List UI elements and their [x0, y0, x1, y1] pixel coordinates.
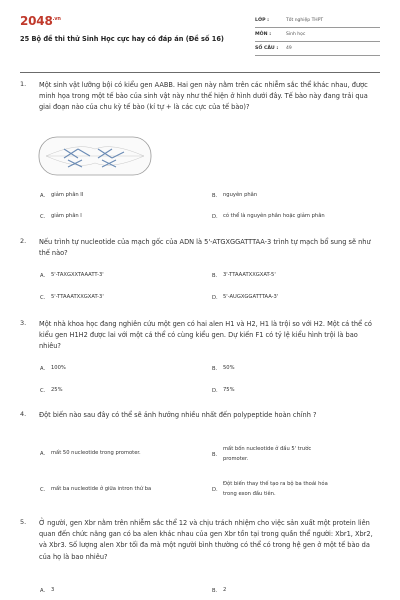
meta-value: Sinh học [286, 32, 306, 37]
option-label: D. [212, 486, 218, 493]
option-2d[interactable] [212, 293, 278, 303]
meta-label: MÔN : [255, 32, 272, 37]
meta-label: LỚP : [255, 18, 270, 23]
question-text: Đột biến nào sau đây có thể sẽ ảnh hưởng nhiều nhất đến polypeptide hoàn chỉnh ? [39, 411, 317, 419]
question-number: 5. [20, 518, 27, 526]
option-4a[interactable] [40, 449, 141, 459]
option-label: B. [212, 192, 218, 199]
header-divider [20, 72, 380, 73]
option-label: B. [212, 365, 218, 372]
option-label: D. [212, 387, 218, 394]
option-text: 5'-TTAAATXXGXAT-3' [51, 294, 104, 300]
option-4d[interactable] [212, 480, 341, 499]
option-4b[interactable] [212, 445, 333, 464]
question-3 [20, 319, 380, 359]
question-text: Ở người, gen Xbr nằm trên nhiễm sắc thể 12 và chịu trách nhiệm cho việc sản xuất một protein liên quan đến chức năng gan có ba alen khác nhau của gen Xbr tồn tại trong quần thể người: Xbr1, Xbr2, và Xbr3. Số lượng alen Xbr tối đa mà một người bình thường có thể có trong hệ gen ở một tế bào da của họ là bao nhiêu? [39, 519, 373, 561]
question-5 [20, 518, 380, 578]
option-label: A. [40, 192, 46, 199]
option-label: A. [40, 365, 46, 372]
option-text: có thể là nguyên phân hoặc giảm phân [223, 213, 325, 219]
option-text: Đột biến thay thế tạo ra bộ ba thoái hóa trong exon đầu tiên. [223, 481, 328, 497]
option-text: 50% [223, 365, 235, 371]
option-4c[interactable] [40, 485, 151, 495]
question-number: 1. [20, 80, 27, 88]
option-text: mất ba nucleotide ở giữa intron thứ ba [51, 486, 152, 492]
option-3a[interactable] [40, 364, 66, 374]
option-label: A. [40, 272, 46, 279]
question-number: 4. [20, 410, 27, 418]
question-number: 2. [20, 237, 27, 245]
option-text: 5'-TAXGXXTAAATT-3' [51, 272, 104, 278]
option-3b[interactable] [212, 364, 235, 374]
option-text: giảm phân II [51, 192, 84, 198]
option-2c[interactable] [40, 293, 104, 303]
option-label: B. [212, 587, 218, 594]
option-text: 3 [51, 587, 55, 593]
document-header [20, 14, 380, 66]
option-text: mất 50 nucleotide trong promoter. [51, 450, 141, 456]
option-label: B. [212, 272, 218, 279]
document-title: 25 Bộ đề thi thử Sinh Học cực hay có đáp án (Đề số 16) [20, 35, 224, 43]
option-text: 3'-TTAAATXXGXAT-5' [223, 272, 276, 278]
option-1d[interactable] [212, 212, 325, 222]
cell-division-figure [38, 136, 152, 176]
option-text: nguyên phân [223, 192, 258, 198]
question-2 [20, 237, 380, 267]
option-text: 2 [223, 587, 227, 593]
option-label: C. [40, 294, 46, 301]
option-label: D. [212, 213, 218, 220]
meta-row-subject [255, 28, 380, 42]
site-logo[interactable] [20, 14, 61, 28]
question-4 [20, 410, 380, 435]
option-label: C. [40, 486, 46, 493]
logo-text: 2048 [20, 14, 53, 28]
option-label: C. [40, 213, 46, 220]
option-3c[interactable] [40, 386, 63, 396]
option-label: A. [40, 450, 46, 457]
option-text: 75% [223, 387, 235, 393]
option-5a[interactable] [40, 586, 54, 596]
option-label: D. [212, 294, 218, 301]
meta-value: 49 [286, 46, 292, 51]
option-label: B. [212, 451, 218, 458]
option-label: A. [40, 587, 46, 594]
option-text: 25% [51, 387, 63, 393]
question-text: Một nhà khoa học đang nghiên cứu một gen có hai alen H1 và H2, H1 là trội so với H2. Một cá thể có kiểu gen H1H2 được lai với một cá thể có cùng kiểu gen. Dự kiến F1 có tỷ lệ kiểu hình trội là bao nhiêu? [39, 320, 372, 351]
option-3d[interactable] [212, 386, 235, 396]
option-1c[interactable] [40, 212, 82, 222]
meta-info-box [255, 14, 380, 56]
option-label: C. [40, 387, 46, 394]
meta-row-count [255, 42, 380, 56]
option-1a[interactable] [40, 191, 83, 201]
option-2a[interactable] [40, 271, 104, 281]
option-text: giảm phân I [51, 213, 82, 219]
meta-value: Tốt nghiệp THPT [286, 18, 324, 23]
question-text: Nếu trình tự nucleotide của mạch gốc của ADN là 5'-ATGXGGATTTAA-3 trình tự mạch bổ sung sẽ như thế nào? [39, 238, 371, 258]
logo-suffix: .vn [52, 16, 61, 22]
option-text: mất bốn nucleotide ở đầu 5' trước promoter. [223, 446, 312, 462]
option-5b[interactable] [212, 586, 226, 596]
option-text: 100% [51, 365, 66, 371]
meta-label: SỐ CÂU : [255, 46, 279, 51]
option-1b[interactable] [212, 191, 257, 201]
question-text: Một sinh vật lưỡng bội có kiểu gen AABB. Hai gen này nằm trên các nhiễm sắc thể khác nhau, được minh họa trong một tế bào của sinh vật này như thế hiện ở hình dưới đây. Tế bào này đang trải qua giai đoạn nào của chu kỳ tế bào (kí tự + là các cực của tế bào)? [39, 81, 368, 112]
option-text: 5'-AUGXGGATTTAA-3' [223, 294, 279, 300]
meta-row-class [255, 14, 380, 28]
option-2b[interactable] [212, 271, 276, 281]
question-number: 3. [20, 319, 27, 327]
